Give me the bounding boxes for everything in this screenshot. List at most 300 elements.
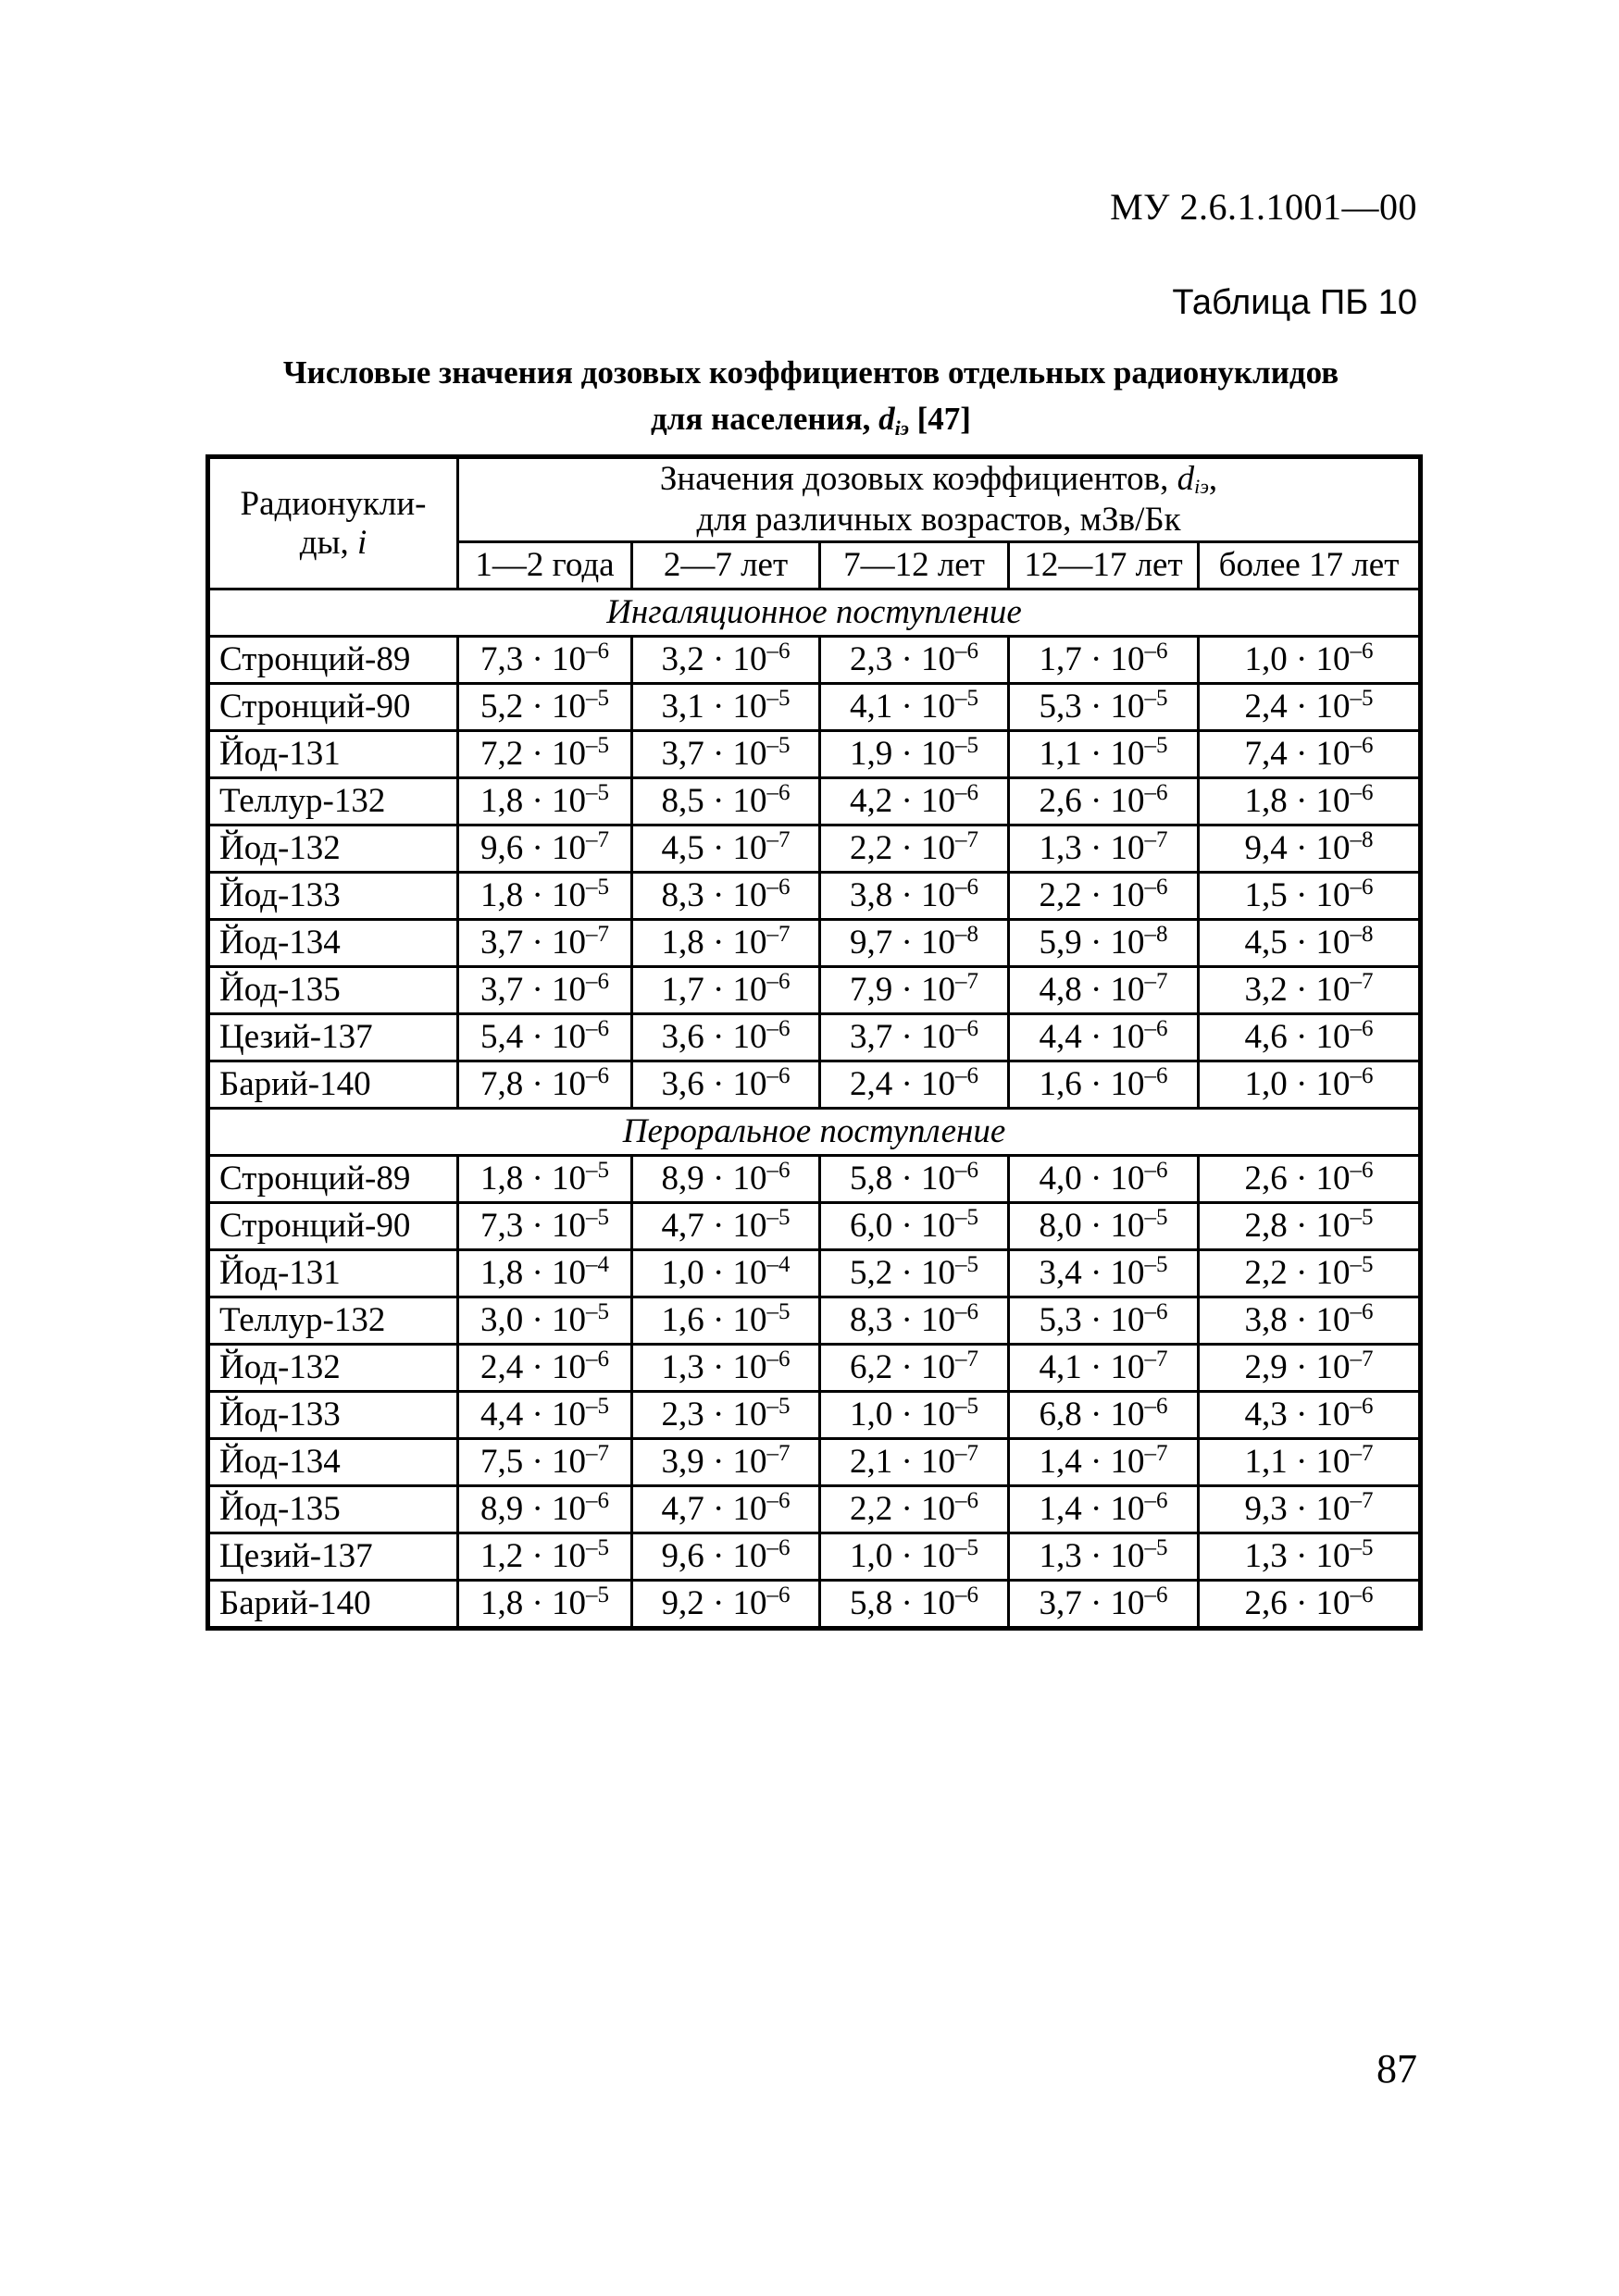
exponent: –5: [1144, 1535, 1168, 1560]
times-ten: · 10: [523, 640, 587, 678]
exponent: –6: [586, 1488, 610, 1513]
mantissa: 1,0: [849, 1396, 893, 1433]
mantissa: 3,1: [661, 688, 704, 726]
nuclide-name: Йод-135: [208, 967, 458, 1014]
times-ten: · 10: [1081, 1396, 1145, 1433]
mantissa: 8,9: [479, 1490, 524, 1528]
mantissa: 4,1: [1039, 1348, 1082, 1386]
dose-value-cell: [458, 1392, 632, 1439]
exponent: –8: [1144, 922, 1168, 947]
table-row: [208, 1061, 1421, 1109]
mantissa: 3,4: [1039, 1254, 1082, 1292]
mantissa: 2,2: [849, 1490, 893, 1528]
times-ten: · 10: [1081, 1018, 1145, 1056]
nuclide-name: Йод-132: [208, 825, 458, 873]
table-row: [208, 1203, 1421, 1250]
exponent: –5: [1350, 1205, 1374, 1230]
table-row: [208, 1345, 1421, 1392]
exponent: –6: [766, 1158, 791, 1183]
times-ten: · 10: [892, 1065, 956, 1103]
nuclide-name: Йод-132: [208, 1345, 458, 1392]
exponent: –6: [586, 969, 610, 994]
dose-value-cell: [632, 1533, 820, 1581]
exponent: –5: [766, 1299, 791, 1324]
times-ten: · 10: [1287, 1584, 1351, 1622]
dose-value-cell: [458, 684, 632, 731]
dose-value-cell: [458, 1533, 632, 1581]
times-ten: · 10: [1081, 1584, 1145, 1622]
exponent: –7: [955, 969, 979, 994]
times-ten: · 10: [1081, 1207, 1145, 1245]
mantissa: 1,3: [1244, 1537, 1288, 1575]
nuclide-name: Цезий-137: [208, 1014, 458, 1061]
dose-value-cell: [632, 825, 820, 873]
exponent: –6: [766, 639, 791, 664]
times-ten: · 10: [1287, 924, 1351, 962]
times-ten: · 10: [1081, 688, 1145, 726]
times-ten: · 10: [892, 1443, 956, 1481]
exponent: –5: [586, 1394, 610, 1419]
exponent: –5: [955, 1535, 979, 1560]
exponent: –7: [586, 922, 610, 947]
times-ten: · 10: [523, 735, 587, 773]
dose-value-cell: [1199, 1345, 1421, 1392]
title-line-1: Числовые значения дозовых коэффициентов отдельных радионуклидов: [282, 354, 1339, 391]
dose-value-cell: [820, 1297, 1009, 1345]
exponent: –6: [955, 639, 979, 664]
nuclide-name: Йод-133: [208, 1392, 458, 1439]
nuclide-column-header: [208, 457, 458, 590]
dose-value-cell: [458, 1250, 632, 1297]
dose-value-cell: [458, 1061, 632, 1109]
exponent: –6: [1350, 780, 1374, 805]
dose-value-cell: [632, 1581, 820, 1629]
mantissa: 1,0: [1244, 1065, 1288, 1103]
times-ten: · 10: [523, 1207, 587, 1245]
dose-value-cell: [1199, 1156, 1421, 1203]
dose-value-cell: [1009, 637, 1199, 684]
mantissa: 1,1: [1039, 735, 1082, 773]
exponent: –6: [1144, 1394, 1168, 1419]
times-ten: · 10: [523, 1018, 587, 1056]
nuclide-name: Йод-134: [208, 1439, 458, 1486]
exponent: –6: [1350, 1158, 1374, 1183]
times-ten: · 10: [1287, 971, 1351, 1009]
mantissa: 5,2: [849, 1254, 893, 1292]
exponent: –7: [766, 827, 791, 852]
dose-value-cell: [458, 1439, 632, 1486]
table-row: [208, 873, 1421, 920]
nuclide-name: Стронций-90: [208, 1203, 458, 1250]
mantissa: 3,8: [849, 876, 893, 914]
mantissa: 3,6: [661, 1065, 704, 1103]
mantissa: 8,5: [661, 782, 704, 820]
dose-value-cell: [1009, 1439, 1199, 1486]
dose-value-cell: [820, 967, 1009, 1014]
mantissa: 1,8: [1244, 782, 1288, 820]
exponent: –7: [955, 1441, 979, 1466]
exponent: –6: [586, 1063, 610, 1088]
dose-value-cell: [632, 1297, 820, 1345]
mantissa: 5,3: [1039, 1301, 1082, 1339]
dose-value-cell: [820, 1345, 1009, 1392]
mantissa: 1,8: [479, 876, 524, 914]
dose-value-cell: [1199, 731, 1421, 778]
times-ten: · 10: [892, 735, 956, 773]
age-group-header: 1—2 года: [458, 542, 632, 590]
mantissa: 1,4: [1039, 1490, 1082, 1528]
exponent: –6: [766, 1016, 791, 1041]
nuclide-name: Йод-133: [208, 873, 458, 920]
times-ten: · 10: [523, 1396, 587, 1433]
times-ten: · 10: [892, 924, 956, 962]
mantissa: 9,4: [1244, 829, 1288, 867]
exponent: –6: [955, 875, 979, 900]
exponent: –6: [766, 875, 791, 900]
times-ten: · 10: [1287, 1490, 1351, 1528]
dose-value-cell: [1199, 1203, 1421, 1250]
dose-value-cell: [632, 1061, 820, 1109]
dose-value-cell: [632, 1203, 820, 1250]
dose-value-cell: [1199, 1250, 1421, 1297]
mantissa: 1,0: [1244, 640, 1288, 678]
mantissa: 2,4: [849, 1065, 893, 1103]
nuclide-name: Йод-131: [208, 731, 458, 778]
dose-value-cell: [1199, 1581, 1421, 1629]
times-ten: · 10: [892, 1537, 956, 1575]
times-ten: · 10: [523, 1490, 587, 1528]
values-header-sub: iэ: [1194, 475, 1209, 498]
times-ten: · 10: [704, 1584, 767, 1622]
dose-value-cell: [458, 637, 632, 684]
mantissa: 4,5: [661, 829, 704, 867]
times-ten: · 10: [1287, 1348, 1351, 1386]
mantissa: 4,3: [1244, 1396, 1288, 1433]
dose-coefficients-table-wrap: [205, 454, 1423, 1631]
exponent: –6: [1350, 1063, 1374, 1088]
mantissa: 6,2: [849, 1348, 893, 1386]
times-ten: · 10: [704, 1396, 767, 1433]
nuclide-name: Йод-134: [208, 920, 458, 967]
mantissa: 5,2: [479, 688, 524, 726]
exponent: –7: [1350, 1488, 1374, 1513]
times-ten: · 10: [523, 1443, 587, 1481]
age-group-header: 2—7 лет: [632, 542, 820, 590]
nuclide-name: Йод-135: [208, 1486, 458, 1533]
mantissa: 9,6: [661, 1537, 704, 1575]
mantissa: 1,6: [661, 1301, 704, 1339]
exponent: –7: [1144, 969, 1168, 994]
mantissa: 9,6: [479, 829, 524, 867]
dose-value-cell: [458, 731, 632, 778]
dose-value-cell: [632, 1345, 820, 1392]
mantissa: 2,6: [1039, 782, 1082, 820]
table-row: [208, 1486, 1421, 1533]
exponent: –6: [766, 1063, 791, 1088]
times-ten: · 10: [1287, 1396, 1351, 1433]
mantissa: 7,3: [479, 640, 524, 678]
exponent: –5: [1350, 686, 1374, 711]
mantissa: 3,8: [1244, 1301, 1288, 1339]
nuclide-name: Йод-131: [208, 1250, 458, 1297]
mantissa: 8,0: [1039, 1207, 1082, 1245]
dose-value-cell: [1009, 731, 1199, 778]
mantissa: 5,8: [849, 1160, 893, 1198]
exponent: –6: [955, 1016, 979, 1041]
exponent: –5: [1350, 1535, 1374, 1560]
table-title: [205, 350, 1416, 452]
values-header-line-1: [459, 460, 1418, 503]
dose-value-cell: [458, 1345, 632, 1392]
mantissa: 4,0: [1039, 1160, 1082, 1198]
times-ten: · 10: [1287, 688, 1351, 726]
dose-value-cell: [632, 1392, 820, 1439]
exponent: –5: [586, 780, 610, 805]
table-row: [208, 825, 1421, 873]
exponent: –6: [955, 1299, 979, 1324]
dose-value-cell: [820, 731, 1009, 778]
times-ten: · 10: [1081, 829, 1145, 867]
exponent: –5: [1144, 1205, 1168, 1230]
exponent: –5: [766, 733, 791, 758]
mantissa: 1,4: [1039, 1443, 1082, 1481]
times-ten: · 10: [1081, 1443, 1145, 1481]
times-ten: · 10: [892, 1490, 956, 1528]
dose-value-cell: [1009, 825, 1199, 873]
exponent: –6: [955, 1158, 979, 1183]
times-ten: · 10: [523, 782, 587, 820]
exponent: –6: [766, 780, 791, 805]
mantissa: 2,3: [661, 1396, 704, 1433]
dose-value-cell: [1009, 1581, 1199, 1629]
times-ten: · 10: [523, 1254, 587, 1292]
mantissa: 6,0: [849, 1207, 893, 1245]
mantissa: 2,4: [1244, 688, 1288, 726]
dose-value-cell: [1009, 967, 1199, 1014]
times-ten: · 10: [523, 829, 587, 867]
table-row: [208, 1581, 1421, 1629]
table-body: [208, 590, 1421, 1629]
mantissa: 1,0: [849, 1537, 893, 1575]
mantissa: 1,7: [661, 971, 704, 1009]
times-ten: · 10: [704, 1537, 767, 1575]
exponent: –6: [1350, 1394, 1374, 1419]
dose-value-cell: [632, 1486, 820, 1533]
exponent: –6: [1144, 780, 1168, 805]
table-row: [208, 1439, 1421, 1486]
dose-value-cell: [458, 1156, 632, 1203]
times-ten: · 10: [1081, 1160, 1145, 1198]
dose-value-cell: [1009, 1533, 1199, 1581]
times-ten: · 10: [1081, 1537, 1145, 1575]
dose-value-cell: [820, 684, 1009, 731]
mantissa: 2,6: [1244, 1160, 1288, 1198]
table-row: [208, 1250, 1421, 1297]
exponent: –4: [766, 1252, 791, 1277]
title-symbol-sub: iэ: [894, 416, 909, 440]
nuclide-name: Теллур-132: [208, 1297, 458, 1345]
exponent: –5: [586, 686, 610, 711]
exponent: –6: [1350, 639, 1374, 664]
dose-value-cell: [820, 920, 1009, 967]
dose-value-cell: [632, 1014, 820, 1061]
nuclide-name: Барий-140: [208, 1061, 458, 1109]
dose-value-cell: [1009, 684, 1199, 731]
exponent: –8: [955, 922, 979, 947]
dose-value-cell: [1009, 1156, 1199, 1203]
exponent: –5: [766, 1394, 791, 1419]
dose-value-cell: [1199, 967, 1421, 1014]
exponent: –5: [586, 733, 610, 758]
dose-value-cell: [632, 684, 820, 731]
dose-value-cell: [820, 1203, 1009, 1250]
document-code: МУ 2.6.1.1001—00: [1110, 186, 1417, 228]
times-ten: · 10: [704, 1018, 767, 1056]
dose-value-cell: [1199, 1486, 1421, 1533]
exponent: –5: [1144, 686, 1168, 711]
dose-value-cell: [1009, 1392, 1199, 1439]
times-ten: · 10: [892, 688, 956, 726]
mantissa: 4,8: [1039, 971, 1082, 1009]
age-group-header: более 17 лет: [1199, 542, 1421, 590]
mantissa: 1,7: [1039, 640, 1082, 678]
dose-value-cell: [1009, 1014, 1199, 1061]
exponent: –6: [1350, 1582, 1374, 1607]
times-ten: · 10: [704, 1207, 767, 1245]
mantissa: 4,5: [1244, 924, 1288, 962]
mantissa: 4,7: [661, 1207, 704, 1245]
mantissa: 5,3: [1039, 688, 1082, 726]
times-ten: · 10: [1081, 1490, 1145, 1528]
times-ten: · 10: [704, 1301, 767, 1339]
dose-value-cell: [820, 1439, 1009, 1486]
dose-value-cell: [820, 873, 1009, 920]
exponent: –5: [586, 1535, 610, 1560]
mantissa: 7,9: [849, 971, 893, 1009]
title-prefix: для населения,: [651, 401, 879, 437]
dose-value-cell: [632, 873, 820, 920]
mantissa: 7,8: [479, 1065, 524, 1103]
exponent: –7: [1350, 1347, 1374, 1371]
exponent: –5: [1350, 1252, 1374, 1277]
exponent: –5: [955, 686, 979, 711]
page-number: 87: [1376, 2046, 1417, 2091]
mantissa: 5,4: [479, 1018, 524, 1056]
times-ten: · 10: [1081, 782, 1145, 820]
exponent: –4: [586, 1252, 610, 1277]
mantissa: 1,8: [479, 1160, 524, 1198]
exponent: –6: [955, 1063, 979, 1088]
mantissa: 1,3: [661, 1348, 704, 1386]
mantissa: 1,1: [1244, 1443, 1288, 1481]
mantissa: 7,4: [1244, 735, 1288, 773]
times-ten: · 10: [523, 924, 587, 962]
times-ten: · 10: [1081, 924, 1145, 962]
exponent: –5: [586, 1158, 610, 1183]
age-group-header: 7—12 лет: [820, 542, 1009, 590]
dose-value-cell: [820, 1486, 1009, 1533]
dose-value-cell: [1009, 920, 1199, 967]
dose-value-cell: [1199, 1297, 1421, 1345]
exponent: –6: [1350, 733, 1374, 758]
times-ten: · 10: [1287, 1443, 1351, 1481]
table-row: [208, 637, 1421, 684]
dose-value-cell: [820, 1014, 1009, 1061]
dose-value-cell: [632, 1250, 820, 1297]
mantissa: 4,1: [849, 688, 893, 726]
dose-value-cell: [458, 1203, 632, 1250]
mantissa: 2,8: [1244, 1207, 1288, 1245]
mantissa: 4,7: [661, 1490, 704, 1528]
dose-value-cell: [1009, 1250, 1199, 1297]
nuclide-header-line-1: Радионукли-: [240, 484, 427, 523]
mantissa: 4,6: [1244, 1018, 1288, 1056]
times-ten: · 10: [892, 829, 956, 867]
nuclide-name: Теллур-132: [208, 778, 458, 825]
mantissa: 9,2: [661, 1584, 704, 1622]
times-ten: · 10: [892, 1018, 956, 1056]
dose-value-cell: [458, 825, 632, 873]
mantissa: 3,6: [661, 1018, 704, 1056]
exponent: –5: [586, 1205, 610, 1230]
exponent: –6: [1350, 1299, 1374, 1324]
dose-value-cell: [820, 1250, 1009, 1297]
times-ten: · 10: [892, 1348, 956, 1386]
exponent: –5: [955, 1252, 979, 1277]
mantissa: 1,8: [661, 924, 704, 962]
nuclide-name: Цезий-137: [208, 1533, 458, 1581]
times-ten: · 10: [704, 971, 767, 1009]
exponent: –6: [1144, 1299, 1168, 1324]
times-ten: · 10: [704, 735, 767, 773]
title-ref: [47]: [908, 401, 971, 437]
dose-value-cell: [820, 1156, 1009, 1203]
mantissa: 1,8: [479, 1254, 524, 1292]
section-row: [208, 590, 1421, 637]
times-ten: · 10: [704, 1348, 767, 1386]
mantissa: 2,2: [1244, 1254, 1288, 1292]
mantissa: 2,2: [1039, 876, 1082, 914]
dose-value-cell: [1199, 778, 1421, 825]
times-ten: · 10: [1287, 1301, 1351, 1339]
exponent: –6: [1144, 875, 1168, 900]
dose-value-cell: [458, 1581, 632, 1629]
times-ten: · 10: [704, 876, 767, 914]
mantissa: 1,9: [849, 735, 893, 773]
exponent: –7: [1350, 969, 1374, 994]
times-ten: · 10: [1287, 640, 1351, 678]
exponent: –6: [766, 1535, 791, 1560]
mantissa: 3,0: [479, 1301, 524, 1339]
times-ten: · 10: [1081, 971, 1145, 1009]
times-ten: · 10: [1287, 1160, 1351, 1198]
times-ten: · 10: [523, 1301, 587, 1339]
values-header-comma: ,: [1208, 460, 1218, 498]
values-header-symbol: d: [1177, 460, 1195, 498]
mantissa: 2,4: [479, 1348, 524, 1386]
mantissa: 4,4: [1039, 1018, 1082, 1056]
times-ten: · 10: [1081, 1301, 1145, 1339]
mantissa: 1,3: [1039, 1537, 1082, 1575]
section-title: Пероральное поступление: [208, 1109, 1421, 1156]
dose-value-cell: [458, 778, 632, 825]
exponent: –7: [955, 827, 979, 852]
nuclide-name: Стронций-89: [208, 637, 458, 684]
mantissa: 1,3: [1039, 829, 1082, 867]
times-ten: · 10: [523, 876, 587, 914]
dose-value-cell: [1199, 684, 1421, 731]
times-ten: · 10: [1287, 735, 1351, 773]
